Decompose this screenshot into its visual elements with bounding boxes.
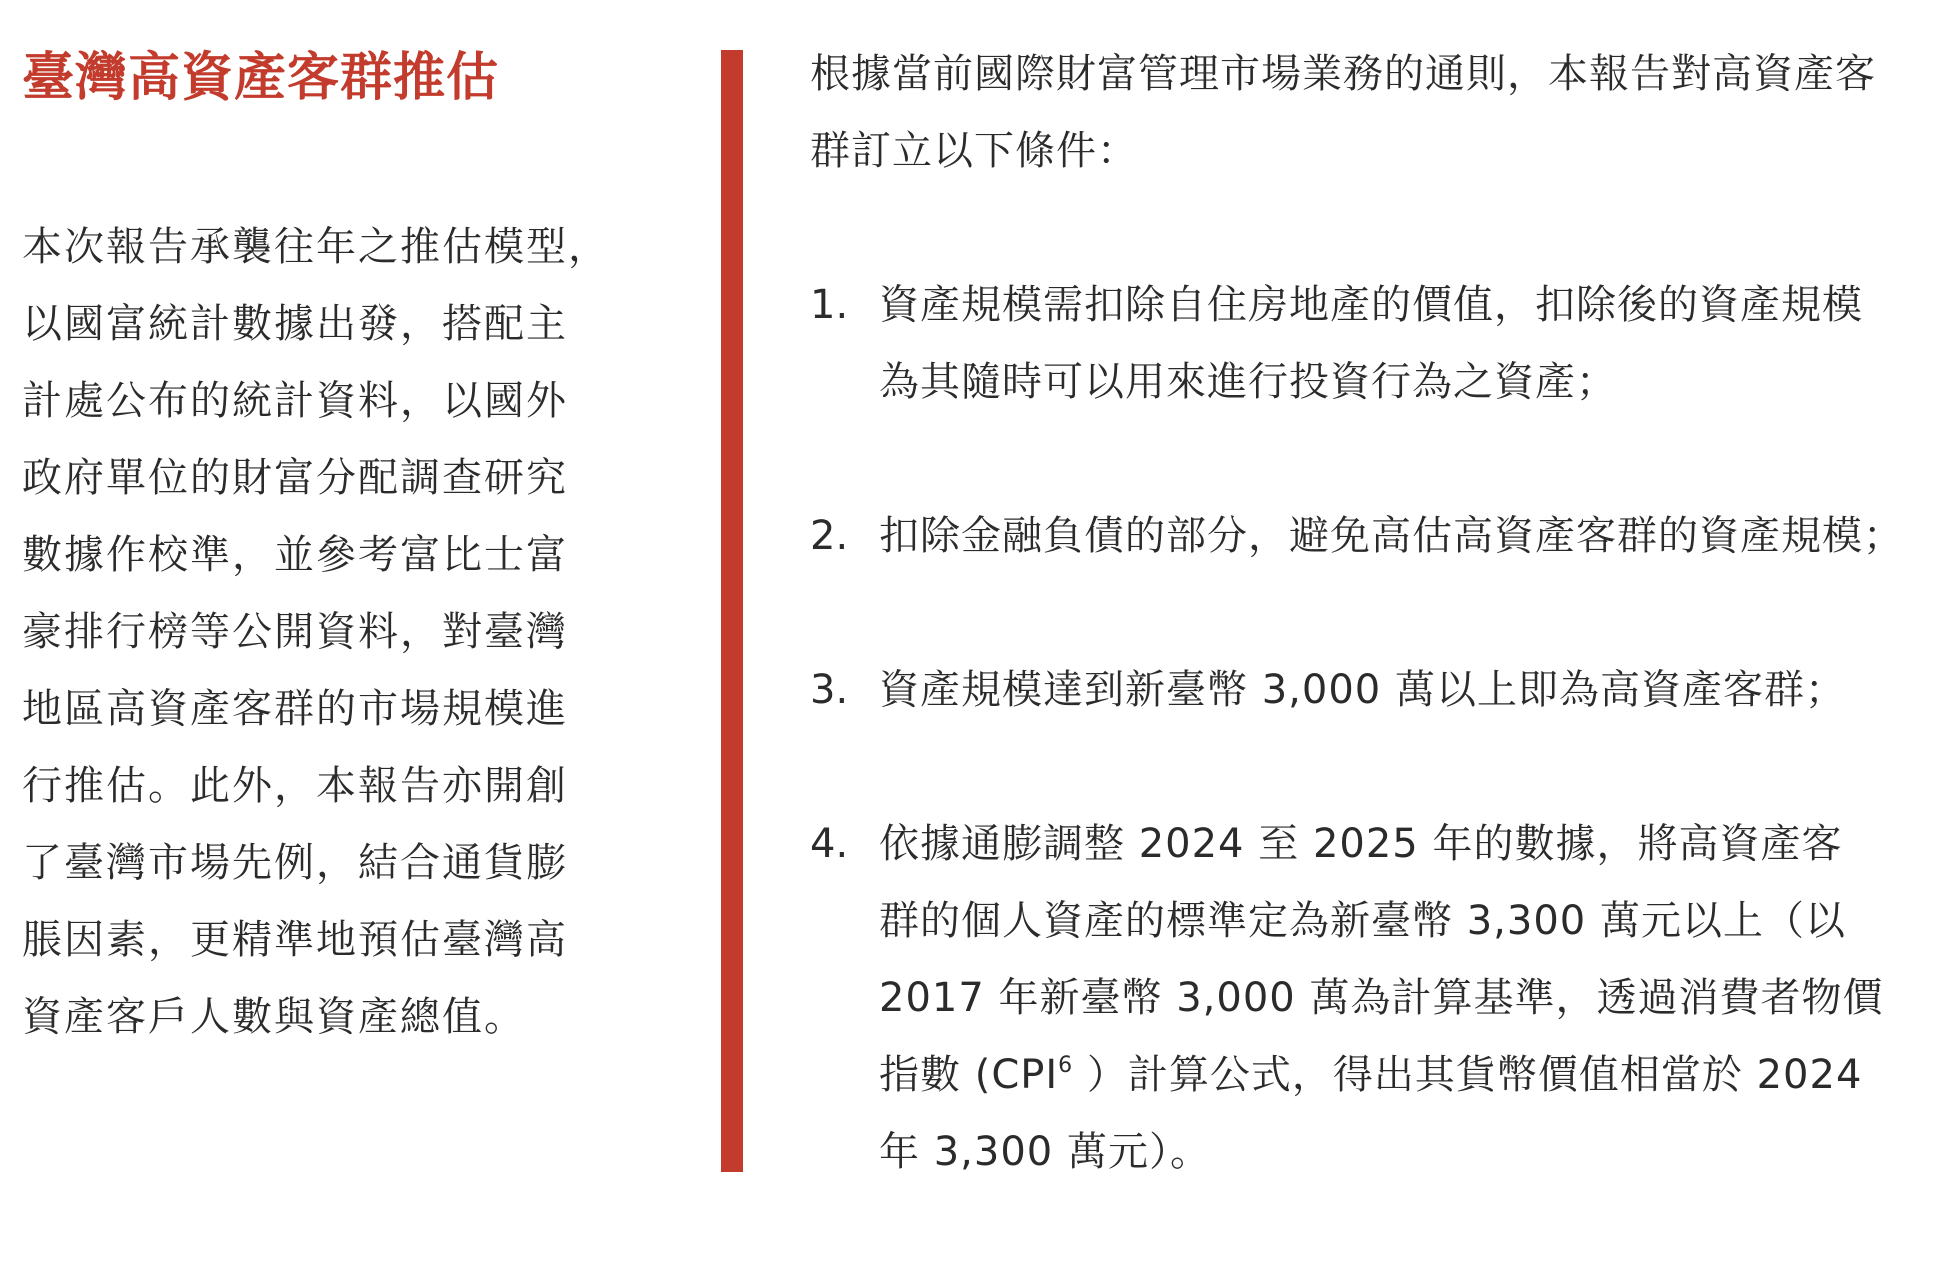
criteria-item-2 — [810, 498, 1930, 575]
paragraph-line: 地區高資產客群的市場規模進 — [22, 686, 568, 732]
criteria-item-3 — [810, 652, 1930, 729]
cpi-text: 指數 (CPI — [879, 1052, 1059, 1098]
item-text-line — [879, 1037, 1930, 1114]
criteria-intro — [810, 36, 1930, 190]
paragraph-line: 數據作校準，並參考富比士富 — [22, 532, 568, 578]
paragraph-line: 本次報告承襲往年之推估模型， — [22, 224, 610, 270]
item-number: 3. — [810, 667, 849, 713]
paragraph-line: 以國富統計數據出發，搭配主 — [22, 301, 568, 347]
item-text-line: 扣除金融負債的部分，避免高估高資產客群的資產規模； — [879, 513, 1904, 559]
item-text-line: 資產規模達到新臺幣 3,000 萬以上即為高資產客群； — [879, 667, 1846, 713]
footnote-marker: 6 — [1058, 1052, 1074, 1078]
paragraph-line: 豪排行榜等公開資料，對臺灣 — [22, 609, 568, 655]
paragraph-line: 資產客戶人數與資產總值。 — [22, 994, 526, 1040]
right-column — [810, 36, 1930, 1268]
intro-line: 群訂立以下條件： — [810, 128, 1138, 174]
criteria-list — [810, 267, 1930, 1191]
paragraph-line: 行推估。此外，本報告亦開創 — [22, 763, 568, 809]
vertical-divider — [721, 50, 743, 1172]
item-text-line: 資產規模需扣除自住房地產的價值，扣除後的資產規模 — [879, 282, 1863, 328]
item-text-line: 群的個人資產的標準定為新臺幣 3,300 萬元以上（以 — [879, 898, 1846, 944]
intro-line: 根據當前國際財富管理市場業務的通則，本報告對高資產客 — [810, 51, 1876, 97]
paragraph-line: 計處公布的統計資料，以國外 — [22, 378, 568, 424]
section-title: 臺灣高資產客群推估 — [22, 48, 500, 108]
item-text-line: 年 3,300 萬元）。 — [879, 1129, 1211, 1175]
formula-text: ）計算公式，得出其貨幣價值相當於 2024 — [1073, 1052, 1863, 1098]
item-text-line: 依據通膨調整 2024 至 2025 年的數據，將高資產客 — [879, 821, 1843, 867]
item-text-line: 2017 年新臺幣 3,000 萬為計算基準，透過消費者物價 — [879, 975, 1884, 1021]
paragraph-line: 脹因素，更精準地預估臺灣高 — [22, 917, 568, 963]
paragraph-line: 了臺灣市場先例，結合通貨膨 — [22, 840, 568, 886]
item-text-line: 為其隨時可以用來進行投資行為之資產； — [879, 359, 1617, 405]
paragraph-line: 政府單位的財富分配調查研究 — [22, 455, 568, 501]
criteria-item-1 — [810, 267, 1930, 421]
left-column — [22, 30, 622, 1056]
criteria-item-4 — [810, 806, 1930, 1191]
intro-paragraph — [22, 209, 622, 1056]
item-number: 4. — [810, 821, 849, 867]
item-number: 2. — [810, 513, 849, 559]
item-number: 1. — [810, 282, 849, 328]
